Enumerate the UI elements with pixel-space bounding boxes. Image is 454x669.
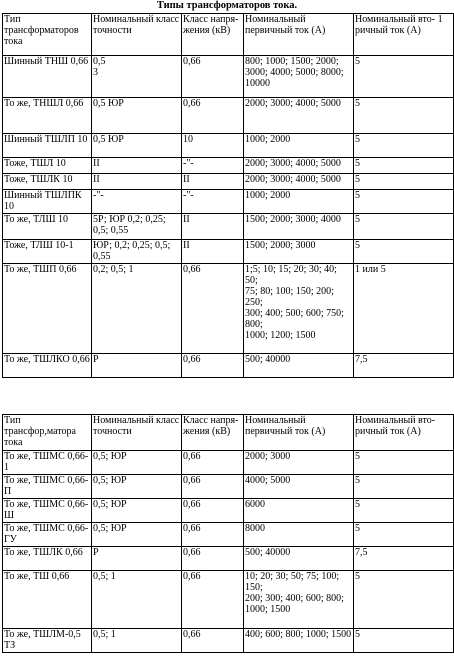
cell-voltage-class: 0,66	[182, 264, 244, 354]
cell-voltage-class: 0,66	[182, 547, 244, 571]
cell-accuracy-class: 0,5; ЮР	[92, 451, 182, 475]
cell-secondary-current: 5	[354, 214, 454, 240]
table-row	[3, 174, 454, 190]
cell-secondary-current: 5	[354, 451, 454, 475]
cell-type: Шинный ТНШ 0,66	[3, 56, 92, 98]
cell-primary-current: 2000; 3000; 4000; 5000	[244, 98, 354, 134]
cell-accuracy-class: 0,5; ЮР	[92, 475, 182, 499]
table-row	[3, 547, 454, 571]
cell-type: То же, ТШМС 0,66-1	[3, 451, 92, 475]
cell-primary-current: 1000; 2000	[244, 190, 354, 214]
table-row	[3, 571, 454, 629]
cell-voltage-class: 0,66	[182, 499, 244, 523]
table-row	[3, 214, 454, 240]
cell-accuracy-class: 0,5; ЮР	[92, 499, 182, 523]
cell-primary-current: 1;5; 10; 15; 20; 30; 40; 50; 75; 80; 100; 150; 200; 250; 300; 400; 500; 600; 750; 800; 1000; 1200; 1500	[244, 264, 354, 354]
cell-accuracy-class: II	[92, 174, 182, 190]
cell-accuracy-class: 0,2; 0,5; 1	[92, 264, 182, 354]
cell-secondary-current: 5	[354, 174, 454, 190]
cell-type: Тоже, ТШЛК 10	[3, 174, 92, 190]
cell-type: То же, ТШМС 0,66-П	[3, 475, 92, 499]
cell-secondary-current: 5	[354, 56, 454, 98]
cell-primary-current: 2000; 3000; 4000; 5000	[244, 174, 354, 190]
cell-primary-current: 1000; 2000	[244, 134, 354, 158]
cell-voltage-class: II	[182, 240, 244, 264]
table-row	[3, 523, 454, 547]
cell-voltage-class: 0,66	[182, 475, 244, 499]
cell-secondary-current: 5	[354, 629, 454, 653]
cell-type: То же, ТШМС 0,66-ГУ	[3, 523, 92, 547]
cell-secondary-current: 5	[354, 190, 454, 214]
table-row	[3, 158, 454, 174]
table-row	[3, 499, 454, 523]
cell-type: То же, ТШЛК 0,66	[3, 547, 92, 571]
transformer-table-2	[2, 414, 454, 653]
cell-type: Шинный ТШЛПК 10	[3, 190, 92, 214]
header-voltage-class: Класс напря-жения (кВ)	[182, 14, 244, 56]
cell-primary-current: 1500; 2000; 3000; 4000	[244, 214, 354, 240]
table-row	[3, 629, 454, 653]
cell-secondary-current: 5	[354, 523, 454, 547]
cell-primary-current: 500; 40000	[244, 547, 354, 571]
transformer-table-1	[2, 13, 454, 378]
header-primary-current: Номинальный первичный ток (А)	[244, 415, 354, 451]
cell-primary-current: 6000	[244, 499, 354, 523]
cell-voltage-class: 10	[182, 134, 244, 158]
cell-voltage-class: II	[182, 214, 244, 240]
cell-secondary-current: 5	[354, 571, 454, 629]
cell-secondary-current: 5	[354, 98, 454, 134]
header-type: Тип трансфор,матора тока	[3, 415, 92, 451]
cell-accuracy-class: 0,5 ЮР	[92, 134, 182, 158]
cell-voltage-class: 0,66	[182, 354, 244, 378]
cell-accuracy-class: 0,5 3	[92, 56, 182, 98]
cell-primary-current: 2000; 3000	[244, 451, 354, 475]
cell-secondary-current: 7,5	[354, 354, 454, 378]
table-row	[3, 475, 454, 499]
cell-type: Шинный ТШЛП 10	[3, 134, 92, 158]
cell-accuracy-class: 0,5; 1	[92, 629, 182, 653]
header-type: Тип трансформаторов тока	[3, 14, 92, 56]
cell-secondary-current: 5	[354, 134, 454, 158]
cell-accuracy-class: ЮР; 0,2; 0,25; 0,5; 0,55	[92, 240, 182, 264]
cell-accuracy-class: Р	[92, 547, 182, 571]
cell-type: То же, ТШМС 0,66-Ш	[3, 499, 92, 523]
table-row	[3, 134, 454, 158]
cell-voltage-class: 0,66	[182, 571, 244, 629]
cell-secondary-current: 5	[354, 240, 454, 264]
cell-type: То же, ТШ 0,66	[3, 571, 92, 629]
cell-secondary-current: 5	[354, 158, 454, 174]
cell-type: То же, ТШЛКО 0,66	[3, 354, 92, 378]
cell-type: То же, ТШП 0,66	[3, 264, 92, 354]
cell-accuracy-class: 5Р; ЮР 0,2; 0,25; 0,5; 0,55	[92, 214, 182, 240]
header-accuracy-class: Номинальный класс точности	[92, 14, 182, 56]
cell-accuracy-class: II	[92, 158, 182, 174]
cell-type: Тоже, ТШЛ 10	[3, 158, 92, 174]
cell-type: То же, ТЛШ 10	[3, 214, 92, 240]
cell-type: То же, ТНШЛ 0,66	[3, 98, 92, 134]
header-secondary-current: Номинальный вто- 1 ричный ток (А)	[354, 14, 454, 56]
table-row	[3, 190, 454, 214]
cell-voltage-class: 0,66	[182, 523, 244, 547]
cell-accuracy-class: -"-	[92, 190, 182, 214]
table-row	[3, 98, 454, 134]
cell-accuracy-class: 0,5 ЮР	[92, 98, 182, 134]
cell-primary-current: 500; 40000	[244, 354, 354, 378]
cell-primary-current: 1500; 2000; 3000	[244, 240, 354, 264]
cell-type: Тоже, ТЛШ 10-1	[3, 240, 92, 264]
cell-type: То же, ТШЛМ-0,5 ТЗ	[3, 629, 92, 653]
cell-voltage-class: -"-	[182, 190, 244, 214]
cell-accuracy-class: 0,5; 1	[92, 571, 182, 629]
cell-primary-current: 10; 20; 30; 50; 75; 100; 150; 200; 300; 400; 600; 800; 1000; 1500	[244, 571, 354, 629]
cell-secondary-current: 7,5	[354, 547, 454, 571]
table-row	[3, 264, 454, 354]
cell-voltage-class: 0,66	[182, 451, 244, 475]
table-row	[3, 451, 454, 475]
header-voltage-class: Класс напря-жения (кВ)	[182, 415, 244, 451]
cell-primary-current: 8000	[244, 523, 354, 547]
cell-primary-current: 4000; 5000	[244, 475, 354, 499]
table-row	[3, 354, 454, 378]
header-primary-current: Номинальный первичный ток (А)	[244, 14, 354, 56]
cell-voltage-class: 0,66	[182, 98, 244, 134]
header-secondary-current: Номинальный вто-ричный ток (А)	[354, 415, 454, 451]
cell-voltage-class: 0,66	[182, 56, 244, 98]
header-accuracy-class: Номинальный класс точности	[92, 415, 182, 451]
cell-secondary-current: 1 или 5	[354, 264, 454, 354]
cell-accuracy-class: 0,5; ЮР	[92, 523, 182, 547]
cell-voltage-class: -"-	[182, 158, 244, 174]
cell-accuracy-class: Р	[92, 354, 182, 378]
cell-voltage-class: II	[182, 174, 244, 190]
cell-primary-current: 400; 600; 800; 1000; 1500	[244, 629, 354, 653]
cell-secondary-current: 5	[354, 499, 454, 523]
table-header-row	[3, 415, 454, 451]
cell-primary-current: 800; 1000; 1500; 2000; 3000; 4000; 5000; 8000; 10000	[244, 56, 354, 98]
cell-voltage-class: 0,66	[182, 629, 244, 653]
cell-secondary-current: 5	[354, 475, 454, 499]
table-row	[3, 240, 454, 264]
table-header-row	[3, 14, 454, 56]
cell-primary-current: 2000; 3000; 4000; 5000	[244, 158, 354, 174]
table-row	[3, 56, 454, 98]
page-title: Типы трансформаторов тока.	[156, 0, 298, 11]
